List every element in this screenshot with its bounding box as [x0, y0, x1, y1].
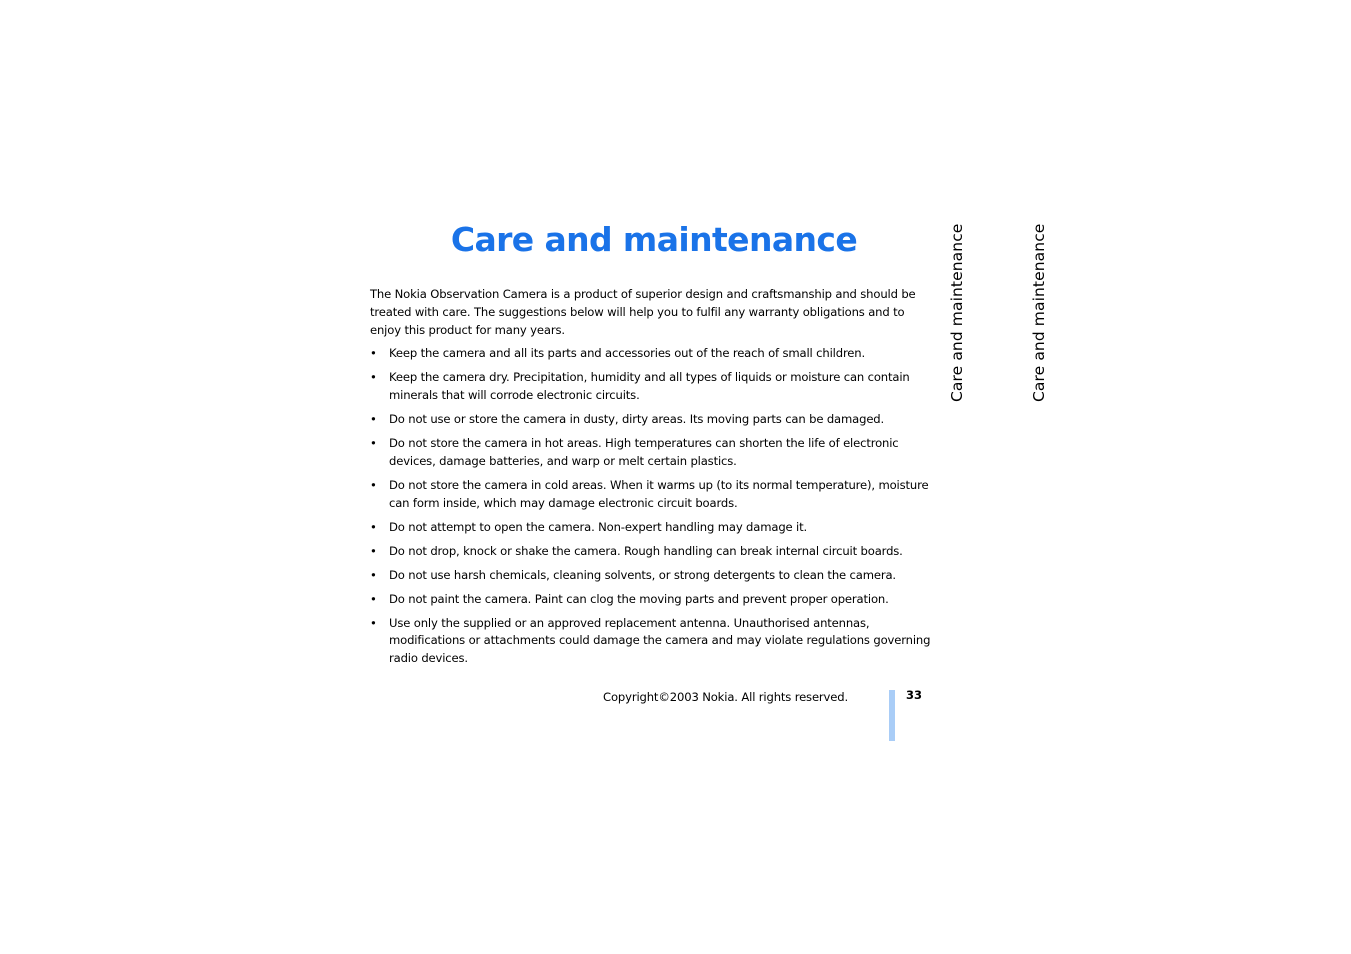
bullet-icon: • — [370, 436, 377, 451]
side-tab-right: Care and maintenance — [1030, 223, 1048, 402]
page-title: Care and maintenance — [450, 220, 858, 259]
list-item — [370, 411, 938, 429]
list-item-text: Do not use or store the camera in dusty, dirty areas. Its moving parts can be damaged. — [389, 412, 885, 427]
side-tab-left: Care and maintenance — [948, 223, 966, 402]
list-item-text: Do not store the camera in cold areas. When it warms up (to its normal temperature), moisture can form inside, which may damage electronic circuit boards. — [389, 477, 929, 510]
list-item — [370, 477, 938, 513]
bullet-icon: • — [370, 543, 377, 558]
list-item — [370, 369, 938, 405]
list-item — [370, 591, 938, 609]
bullet-icon: • — [370, 567, 377, 582]
bullet-icon: • — [370, 370, 377, 385]
list-item-text: Do not paint the camera. Paint can clog the moving parts and prevent proper operation. — [389, 591, 889, 606]
main-content — [370, 286, 938, 674]
list-item — [370, 519, 938, 537]
list-item — [370, 435, 938, 471]
list-item-text: Keep the camera and all its parts and accessories out of the reach of small children. — [389, 346, 866, 361]
list-item — [370, 567, 938, 585]
intro-paragraph: The Nokia Observation Camera is a product of superior design and craftsmanship and should be treated with care. The suggestions below will help you to fulfil any warranty obligations and to enjoy this product for many years. — [370, 287, 916, 337]
list-item-text: Do not attempt to open the camera. Non-expert handling may damage it. — [389, 519, 808, 534]
care-tips-list — [370, 345, 938, 668]
list-item — [370, 615, 938, 668]
list-item-text: Do not store the camera in hot areas. High temperatures can shorten the life of electronic devices, damage batteries, and warp or melt certain plastics. — [389, 436, 899, 468]
copyright-notice: Copyright©2003 Nokia. All rights reserved. — [603, 690, 848, 704]
list-item-text: Do not drop, knock or shake the camera. Rough handling can break internal circuit boards. — [389, 543, 903, 558]
bullet-icon: • — [370, 519, 377, 534]
bullet-icon: • — [370, 615, 377, 630]
bullet-icon: • — [370, 477, 377, 492]
page-number: 33 — [906, 688, 923, 702]
list-item-text: Use only the supplied or an approved replacement antenna. Unauthorised antennas, modifications or attachments could damage the camera and may violate regulations governing radio devices. — [389, 615, 931, 666]
bullet-icon: • — [370, 412, 377, 427]
list-item-text: Do not use harsh chemicals, cleaning solvents, or strong detergents to clean the camera. — [389, 567, 896, 582]
list-item — [370, 345, 938, 363]
bullet-icon: • — [370, 591, 377, 606]
bullet-icon: • — [370, 346, 377, 361]
list-item-text: Keep the camera dry. Precipitation, humidity and all types of liquids or moisture can contain minerals that will corrode electronic circuits. — [389, 370, 910, 403]
footer-accent-bar — [889, 690, 895, 741]
list-item — [370, 543, 938, 561]
